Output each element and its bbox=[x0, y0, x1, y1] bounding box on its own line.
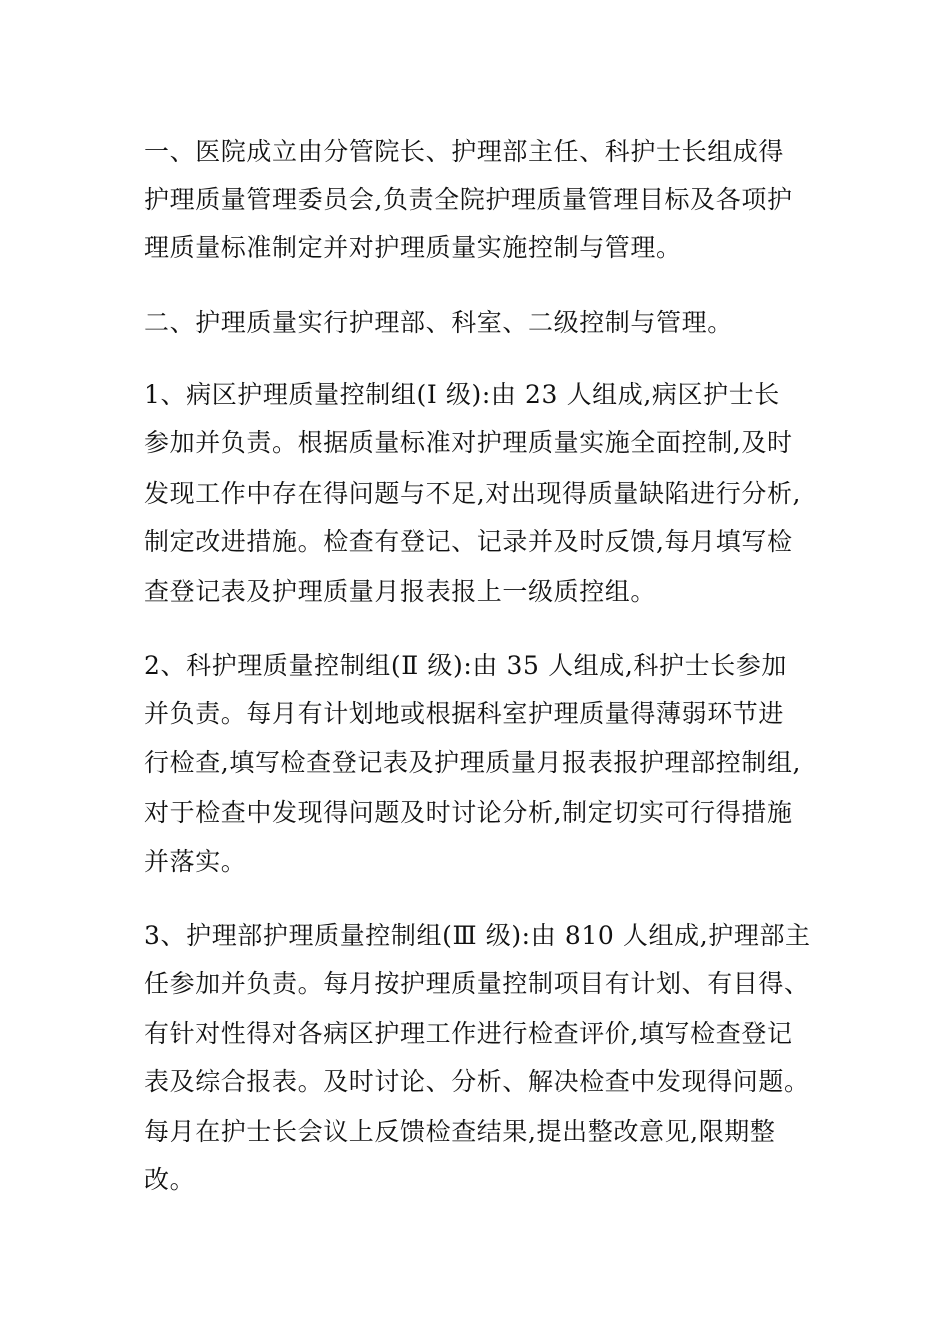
paragraph-3-line-4: 制定改进措施。检查有登记、记录并及时反馈,每月填写检 bbox=[144, 527, 793, 556]
paragraph-5-line-1: 3、护理部护理质量控制组(Ⅲ 级):由 810 人组成,护理部主 bbox=[144, 921, 811, 950]
paragraph-5-line-2: 任参加并负责。每月按护理质量控制项目有计划、有目得、 bbox=[144, 969, 810, 998]
paragraph-5-line-6: 改。 bbox=[144, 1165, 196, 1194]
paragraph-2-line-1: 二、护理质量实行护理部、科室、二级控制与管理。 bbox=[144, 308, 733, 337]
paragraph-4-line-5: 并落实。 bbox=[144, 847, 247, 876]
paragraph-4-line-1: 2、科护理质量控制组(Ⅱ 级):由 35 人组成,科护士长参加 bbox=[144, 651, 788, 680]
paragraph-3-line-3: 发现工作中存在得问题与不足,对出现得质量缺陷进行分析, bbox=[144, 479, 802, 508]
paragraph-3-line-5: 查登记表及护理质量月报表报上一级质控组。 bbox=[144, 577, 657, 606]
paragraph-5-line-5: 每月在护士长会议上反馈检查结果,提出整改意见,限期整 bbox=[144, 1117, 776, 1146]
paragraph-4-line-4: 对于检查中发现得问题及时讨论分析,制定切实可行得措施 bbox=[144, 798, 793, 827]
paragraph-5-line-3: 有针对性得对各病区护理工作进行检查评价,填写检查登记 bbox=[144, 1019, 793, 1048]
paragraph-4-line-3: 行检查,填写检查登记表及护理质量月报表报护理部控制组, bbox=[144, 748, 802, 777]
paragraph-1-line-2: 护理质量管理委员会,负责全院护理质量管理目标及各项护 bbox=[144, 185, 793, 214]
paragraph-3-line-2: 参加并负责。根据质量标准对护理质量实施全面控制,及时 bbox=[144, 428, 793, 457]
paragraph-1-line-1: 一、医院成立由分管院长、护理部主任、科护士长组成得 bbox=[144, 137, 785, 166]
paragraph-5-line-4: 表及综合报表。及时讨论、分析、解决检查中发现得问题。 bbox=[144, 1067, 810, 1096]
paragraph-4-line-2: 并负责。每月有计划地或根据科室护理质量得薄弱环节进 bbox=[144, 699, 785, 728]
paragraph-1-line-3: 理质量标准制定并对护理质量实施控制与管理。 bbox=[144, 233, 682, 262]
paragraph-3-line-1: 1、病区护理质量控制组(Ⅰ 级):由 23 人组成,病区护士长 bbox=[144, 380, 780, 409]
